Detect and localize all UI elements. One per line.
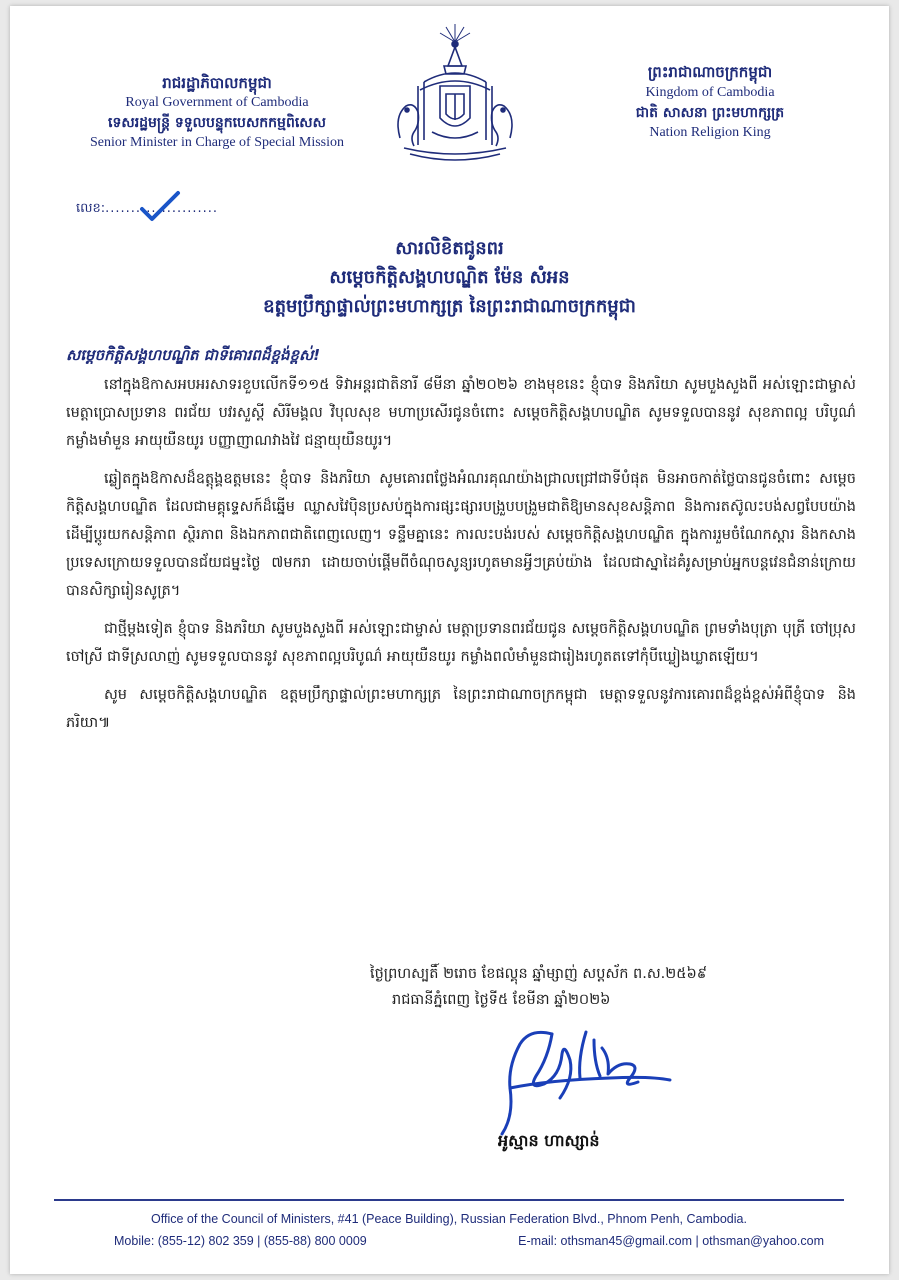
footer-email: E-mail: othsman45@gmail.com | othsman@yahoo.com (518, 1234, 824, 1248)
salutation: សម្តេចកិត្តិសង្គហបណ្ឌិត ជាទីគោរពដ៏ខ្ពង់ខ្ពស់! (66, 346, 321, 364)
footer-mobile: Mobile: (855-12) 802 359 | (855-88) 800 0009 (114, 1234, 367, 1248)
header-left (72, 72, 362, 152)
royal-arms-emblem-icon (380, 20, 530, 170)
solar-date: រាជធានីភ្នំពេញ ថ្ងៃទី៥ ខែមីនា ឆ្នាំ២០២៦ (392, 992, 611, 1008)
title-line-3: ឧត្តមប្រឹក្សាផ្ទាល់ព្រះមហាក្សត្រ នៃព្រះរាជាណាចក្រកម្ពុជា (263, 296, 636, 317)
reference-label: លេខ: (76, 201, 106, 216)
paragraph-3: ជាថ្មីម្តងទៀត ខ្ញុំបាទ និងភរិយា សូមបួងសួងពី អស់ឡោះជាម្ចាស់ មេត្តាប្រទានពរជ័យជូន សម្តេចកិត្តិសង្គហបណ្ឌិត ព្រមទាំងបុត្រា បុត្រី ចៅប្រុស ចៅស្រី ជាទីស្រលាញ់ សូមទទួលបាននូវ សុខភាពល្អបរិបូណ៌ អាយុយឺនយូរ កម្លាំងពលំមាំមួនជារៀងរហូតតទៅកុំបីឃ្លៀងឃ្លាតឡើយ។ (66, 621, 856, 665)
khmer-office-name: ទេសរដ្ឋមន្ត្រី ទទួលបន្ទុកបេសកកម្មពិសេស (108, 115, 326, 131)
khmer-government-name: រាជរដ្ឋាភិបាលកម្ពុជា (162, 74, 272, 92)
checkmark-icon (138, 189, 182, 223)
khmer-kingdom-name: ព្រះរាជាណាចក្រកម្ពុជា (647, 63, 773, 81)
footer (54, 1208, 844, 1252)
khmer-national-motto: ជាតិ សាសនា ព្រះមហាក្សត្រ (635, 105, 785, 121)
english-kingdom-name: Kingdom of Cambodia (645, 85, 775, 100)
english-government-name: Royal Government of Cambodia (125, 95, 309, 110)
header-right (610, 60, 810, 142)
letter-body (66, 341, 856, 747)
footer-contacts (54, 1230, 844, 1252)
title-line-1: សារលិខិតជូនពរ (395, 238, 504, 259)
handwritten-signature (490, 1018, 690, 1138)
footer-divider (54, 1199, 844, 1201)
reference-dots: ...................... (105, 201, 219, 216)
letter-date (370, 961, 810, 1013)
english-office-name: Senior Minister in Charge of Special Mission (89, 135, 345, 150)
english-national-motto: Nation Religion King (649, 125, 771, 140)
lunar-date: ថ្ងៃព្រហស្បតិ៍ ២រោច ខែផល្គុន ឆ្នាំម្សាញ់ សប្តស័ក ព.ស.២៥៦៩ (370, 966, 708, 982)
letter-title (10, 234, 889, 321)
letter-page (10, 6, 889, 1274)
footer-address: Office of the Council of Ministers, #41 (Peace Building), Russian Federation Blvd., Phnom Penh, Cambodia. (151, 1212, 747, 1226)
signer-name: អូស្មាន ហាស្សាន់ (498, 1131, 600, 1150)
paragraph-2: ឆ្លៀតក្នុងឱកាសដ៏ឧត្តុង្គឧត្តមនេះ ខ្ញុំបាទ និងភរិយា សូមគោរពថ្លែងអំណរគុណយ៉ាងជ្រាលជ្រៅជាទីបំផុត មិនអាចកាត់ថ្លៃបានជូនចំពោះ សម្តេចកិត្តិសង្គហបណ្ឌិត ដែលជាមគ្គុទ្ទេសក៍ដ៏ឆ្នើម ឈ្លាសវៃប៉ិនប្រសប់ក្នុងការផ្សះផ្សារបង្រួបបង្រួមជាតិឱ្យមានសុខសន្តិភាព និងការតស៊ូលះបង់សព្វបែបយ៉ាងដើម្បីប្តូរយកសន្តិភាព ស្ថិរភាព និងឯកភាពជាតិពេញលេញ។ ទន្ទឹមគ្នានេះ ការលះបង់របស់ សម្តេចកិត្តិសង្គហបណ្ឌិត ក្នុងការរួមចំណែកស្តារ និងកសាងប្រទេសក្រោយទទួលបានជ័យជម្នះថ្ងៃ ៧មករា ដោយចាប់ផ្តើមពីចំណុចសូន្យរហូតមានអ្វីៗគ្រប់យ៉ាង ដែលជាស្នាដៃគំរូសម្រាប់អ្នកបន្តវេនជំនាន់ក្រោយបានសិក្សារៀនសូត្រ។ (66, 471, 856, 599)
paragraph-4: សូម សម្តេចកិត្តិសង្គហបណ្ឌិត ឧត្តមប្រឹក្សាផ្ទាល់ព្រះមហាក្សត្រ នៃព្រះរាជាណាចក្រកម្ពុជា មេត្តាទទួលនូវការគោរពដ៏ខ្ពង់ខ្ពស់អំពីខ្ញុំបាទ និងភរិយា៕ (66, 687, 856, 731)
paragraph-1: នៅក្នុងឱកាសអបអរសាទរខួបលើកទី១១៥ ទិវាអន្តរជាតិនារី ៨មីនា ឆ្នាំ២០២៦ ខាងមុខនេះ ខ្ញុំបាទ និងភរិយា សូមបួងសួងពី អស់ឡោះជាម្ចាស់ មេត្តាប្រោសប្រទាន ពរជ័យ បវរសួស្តី សិរីមង្គល វិបុលសុខ មហាប្រសើរជូនចំពោះ សម្តេចកិត្តិសង្គហបណ្ឌិត សូមទទួលបាននូវ សុខភាពល្អ បរិបូណ៌ កម្លាំងមាំមួន អាយុយឺនយូរ បញ្ញាញាណវាងវៃ ជន្មាយុយឺនយូរ។ (66, 377, 856, 449)
title-line-2: សម្តេចកិត្តិសង្គហបណ្ឌិត ម៉ែន សំអន (329, 267, 570, 288)
